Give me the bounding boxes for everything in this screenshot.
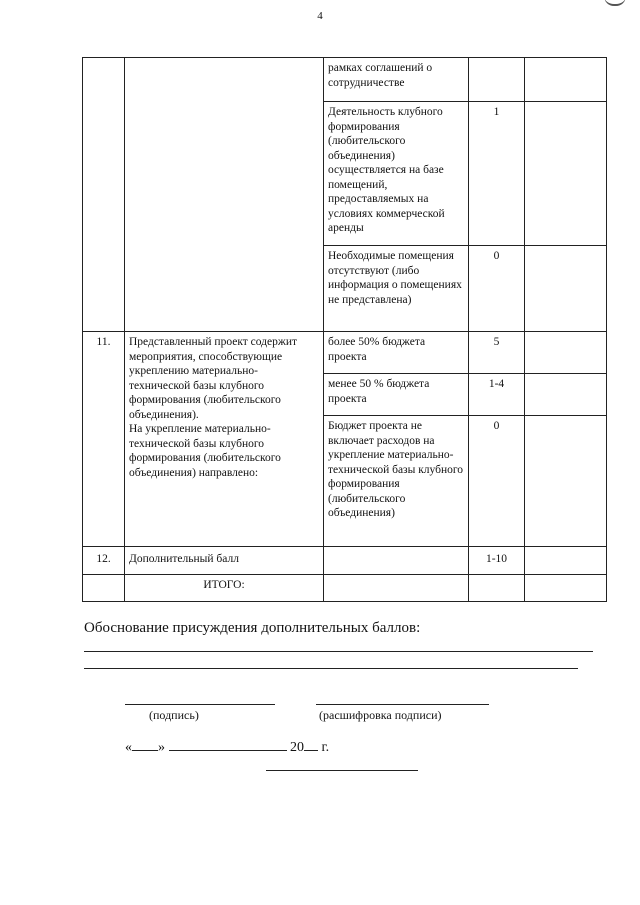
option-cell: Необходимые помещения отсутствуют (либо информация о помещениях не представлена) — [324, 246, 469, 332]
table-row — [83, 58, 607, 102]
option-cell: менее 50 % бюджета проекта — [324, 374, 469, 416]
date-line — [125, 738, 329, 756]
criterion-cell — [125, 58, 324, 332]
page-number: 4 — [317, 10, 323, 22]
year-prefix: 20 — [290, 740, 304, 755]
bottom-blank-line — [266, 770, 418, 771]
year-suffix: г. — [321, 740, 330, 755]
row-number-cell: 12. — [83, 547, 125, 575]
row-number-cell — [83, 58, 125, 332]
score-cell: 1 — [469, 102, 525, 246]
option-cell: Бюджет проекта не включает расходов на укрепление материально-технической базы клубного формирования (любительского объединения) — [324, 416, 469, 547]
table-row — [83, 547, 607, 575]
score-cell — [469, 575, 525, 602]
decoding-caption: (расшифровка подписи) — [319, 708, 442, 722]
assigned-score-cell — [525, 374, 607, 416]
table-row — [83, 332, 607, 374]
total-row — [83, 575, 607, 602]
option-cell: рамках соглашений о сотрудничестве — [324, 58, 469, 102]
basis-blank-line-1 — [84, 651, 593, 652]
signature-line — [125, 704, 275, 705]
assigned-score-cell — [525, 332, 607, 374]
basis-label: Обоснование присуждения дополнительных баллов: — [84, 620, 421, 636]
assigned-score-cell — [525, 416, 607, 547]
score-cell — [469, 58, 525, 102]
option-cell: более 50% бюджета проекта — [324, 332, 469, 374]
corner-scan-mark — [604, 0, 626, 6]
basis-blank-line-2 — [84, 668, 578, 669]
assigned-score-cell — [525, 102, 607, 246]
day-blank — [132, 738, 158, 751]
year-blank — [304, 738, 318, 751]
score-cell: 1-10 — [469, 547, 525, 575]
score-cell: 0 — [469, 246, 525, 332]
option-cell — [324, 547, 469, 575]
criterion-cell: Дополнительный балл — [125, 547, 324, 575]
option-cell: Деятельность клубного формирования (любительского объединения) осуществляется на базе помещений, предоставляемых на условиях коммерческой аренды — [324, 102, 469, 246]
date-close-quote: » — [158, 740, 165, 755]
assigned-score-cell — [525, 246, 607, 332]
criterion-cell: Представленный проект содержит мероприятия, способствующие укреплению материально-технической базы клубного формирования (любительского объединения). На укрепление материально-технической базы клубного формирования (любительского объединения) направлено: — [125, 332, 324, 547]
row-number-cell — [83, 575, 125, 602]
month-blank — [169, 738, 287, 751]
decoding-line — [316, 704, 489, 705]
signature-caption: (подпись) — [149, 708, 199, 722]
score-cell: 5 — [469, 332, 525, 374]
total-label: ИТОГО: — [125, 575, 324, 602]
date-open-quote: « — [125, 740, 132, 755]
row-number-cell: 11. — [83, 332, 125, 547]
score-cell: 1-4 — [469, 374, 525, 416]
option-cell — [324, 575, 469, 602]
assigned-score-cell — [525, 58, 607, 102]
evaluation-table — [82, 57, 607, 602]
assigned-score-cell — [525, 547, 607, 575]
score-cell: 0 — [469, 416, 525, 547]
assigned-score-cell — [525, 575, 607, 602]
